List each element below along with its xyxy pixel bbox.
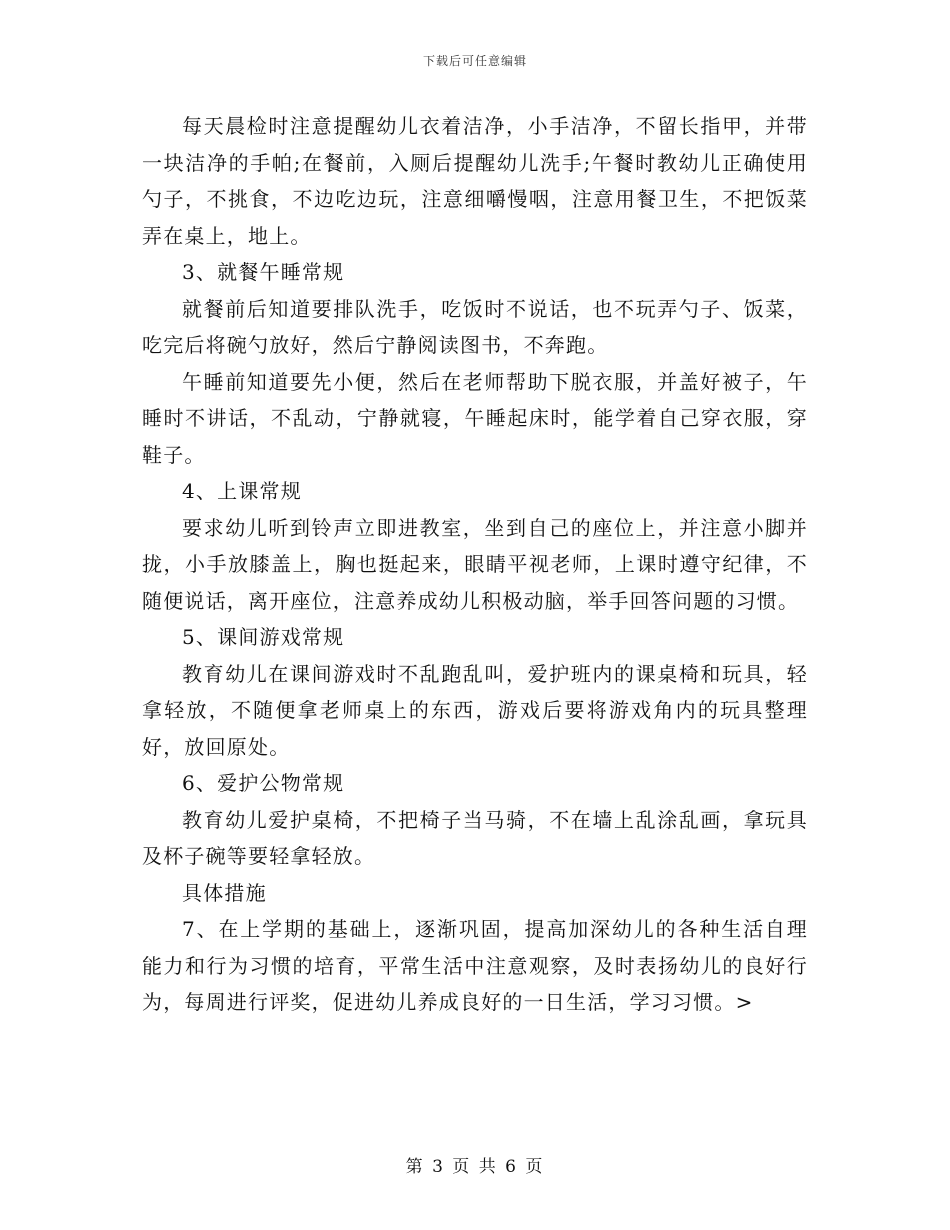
section-heading-class: 4、上课常规 bbox=[182, 479, 302, 503]
paragraph-nap: 午睡前知道要先小便，然后在老师帮助下脱衣服，并盖好被子，午睡时不讲话，不乱动，宁静就寝，午睡起床时，能学着自己穿衣服，穿鞋子。 bbox=[142, 369, 808, 467]
paragraph-hygiene: 每天晨检时注意提醒幼儿衣着洁净，小手洁净，不留长指甲，并带一块洁净的手帕;在餐前，入厕后提醒幼儿洗手;午餐时教幼儿正确使用勺子，不挑食，不边吃边玩，注意细嚼慢咽，注意用餐卫生，不把饭菜弄在桌上，地上。 bbox=[142, 114, 808, 248]
page-number-footer: 第 3 页 共 6 页 bbox=[405, 1157, 545, 1177]
document-body bbox=[142, 108, 808, 1021]
page-header: 下载后可任意编辑 bbox=[422, 54, 527, 68]
section-heading-meal-nap: 3、就餐午睡常规 bbox=[182, 260, 345, 284]
section-heading-measures: 具体措施 bbox=[182, 880, 267, 905]
paragraph-meal: 就餐前后知道要排队洗手，吃饭时不说话，也不玩弄勺子、饭菜，吃完后将碗勺放好，然后宁静阅读图书，不奔跑。 bbox=[142, 296, 808, 357]
paragraph-class: 要求幼儿听到铃声立即进教室，坐到自己的座位上，并注意小脚并拢，小手放膝盖上，胸也挺起来，眼睛平视老师，上课时遵守纪律，不随便说话，离开座位，注意养成幼儿积极动脑，举手回答问题的习惯。 bbox=[142, 515, 808, 613]
paragraph-public-property: 教育幼儿爱护桌椅，不把椅子当马骑，不在墙上乱涂乱画，拿玩具及杯子碗等要轻拿轻放。 bbox=[142, 807, 808, 868]
section-heading-public-property: 6、爱护公物常规 bbox=[182, 771, 345, 795]
section-heading-recess-games: 5、课间游戏常规 bbox=[182, 625, 345, 649]
paragraph-measures: 7、在上学期的基础上，逐渐巩固，提高加深幼儿的各种生活自理能力和行为习惯的培育，平常生活中注意观察，及时表扬幼儿的良好行为，每周进行评奖，促进幼儿养成良好的一日生活，学习习惯。> bbox=[142, 917, 808, 1014]
paragraph-recess-games: 教育幼儿在课间游戏时不乱跑乱叫，爱护班内的课桌椅和玩具，轻拿轻放，不随便拿老师桌上的东西，游戏后要将游戏角内的玩具整理好，放回原处。 bbox=[142, 661, 808, 759]
